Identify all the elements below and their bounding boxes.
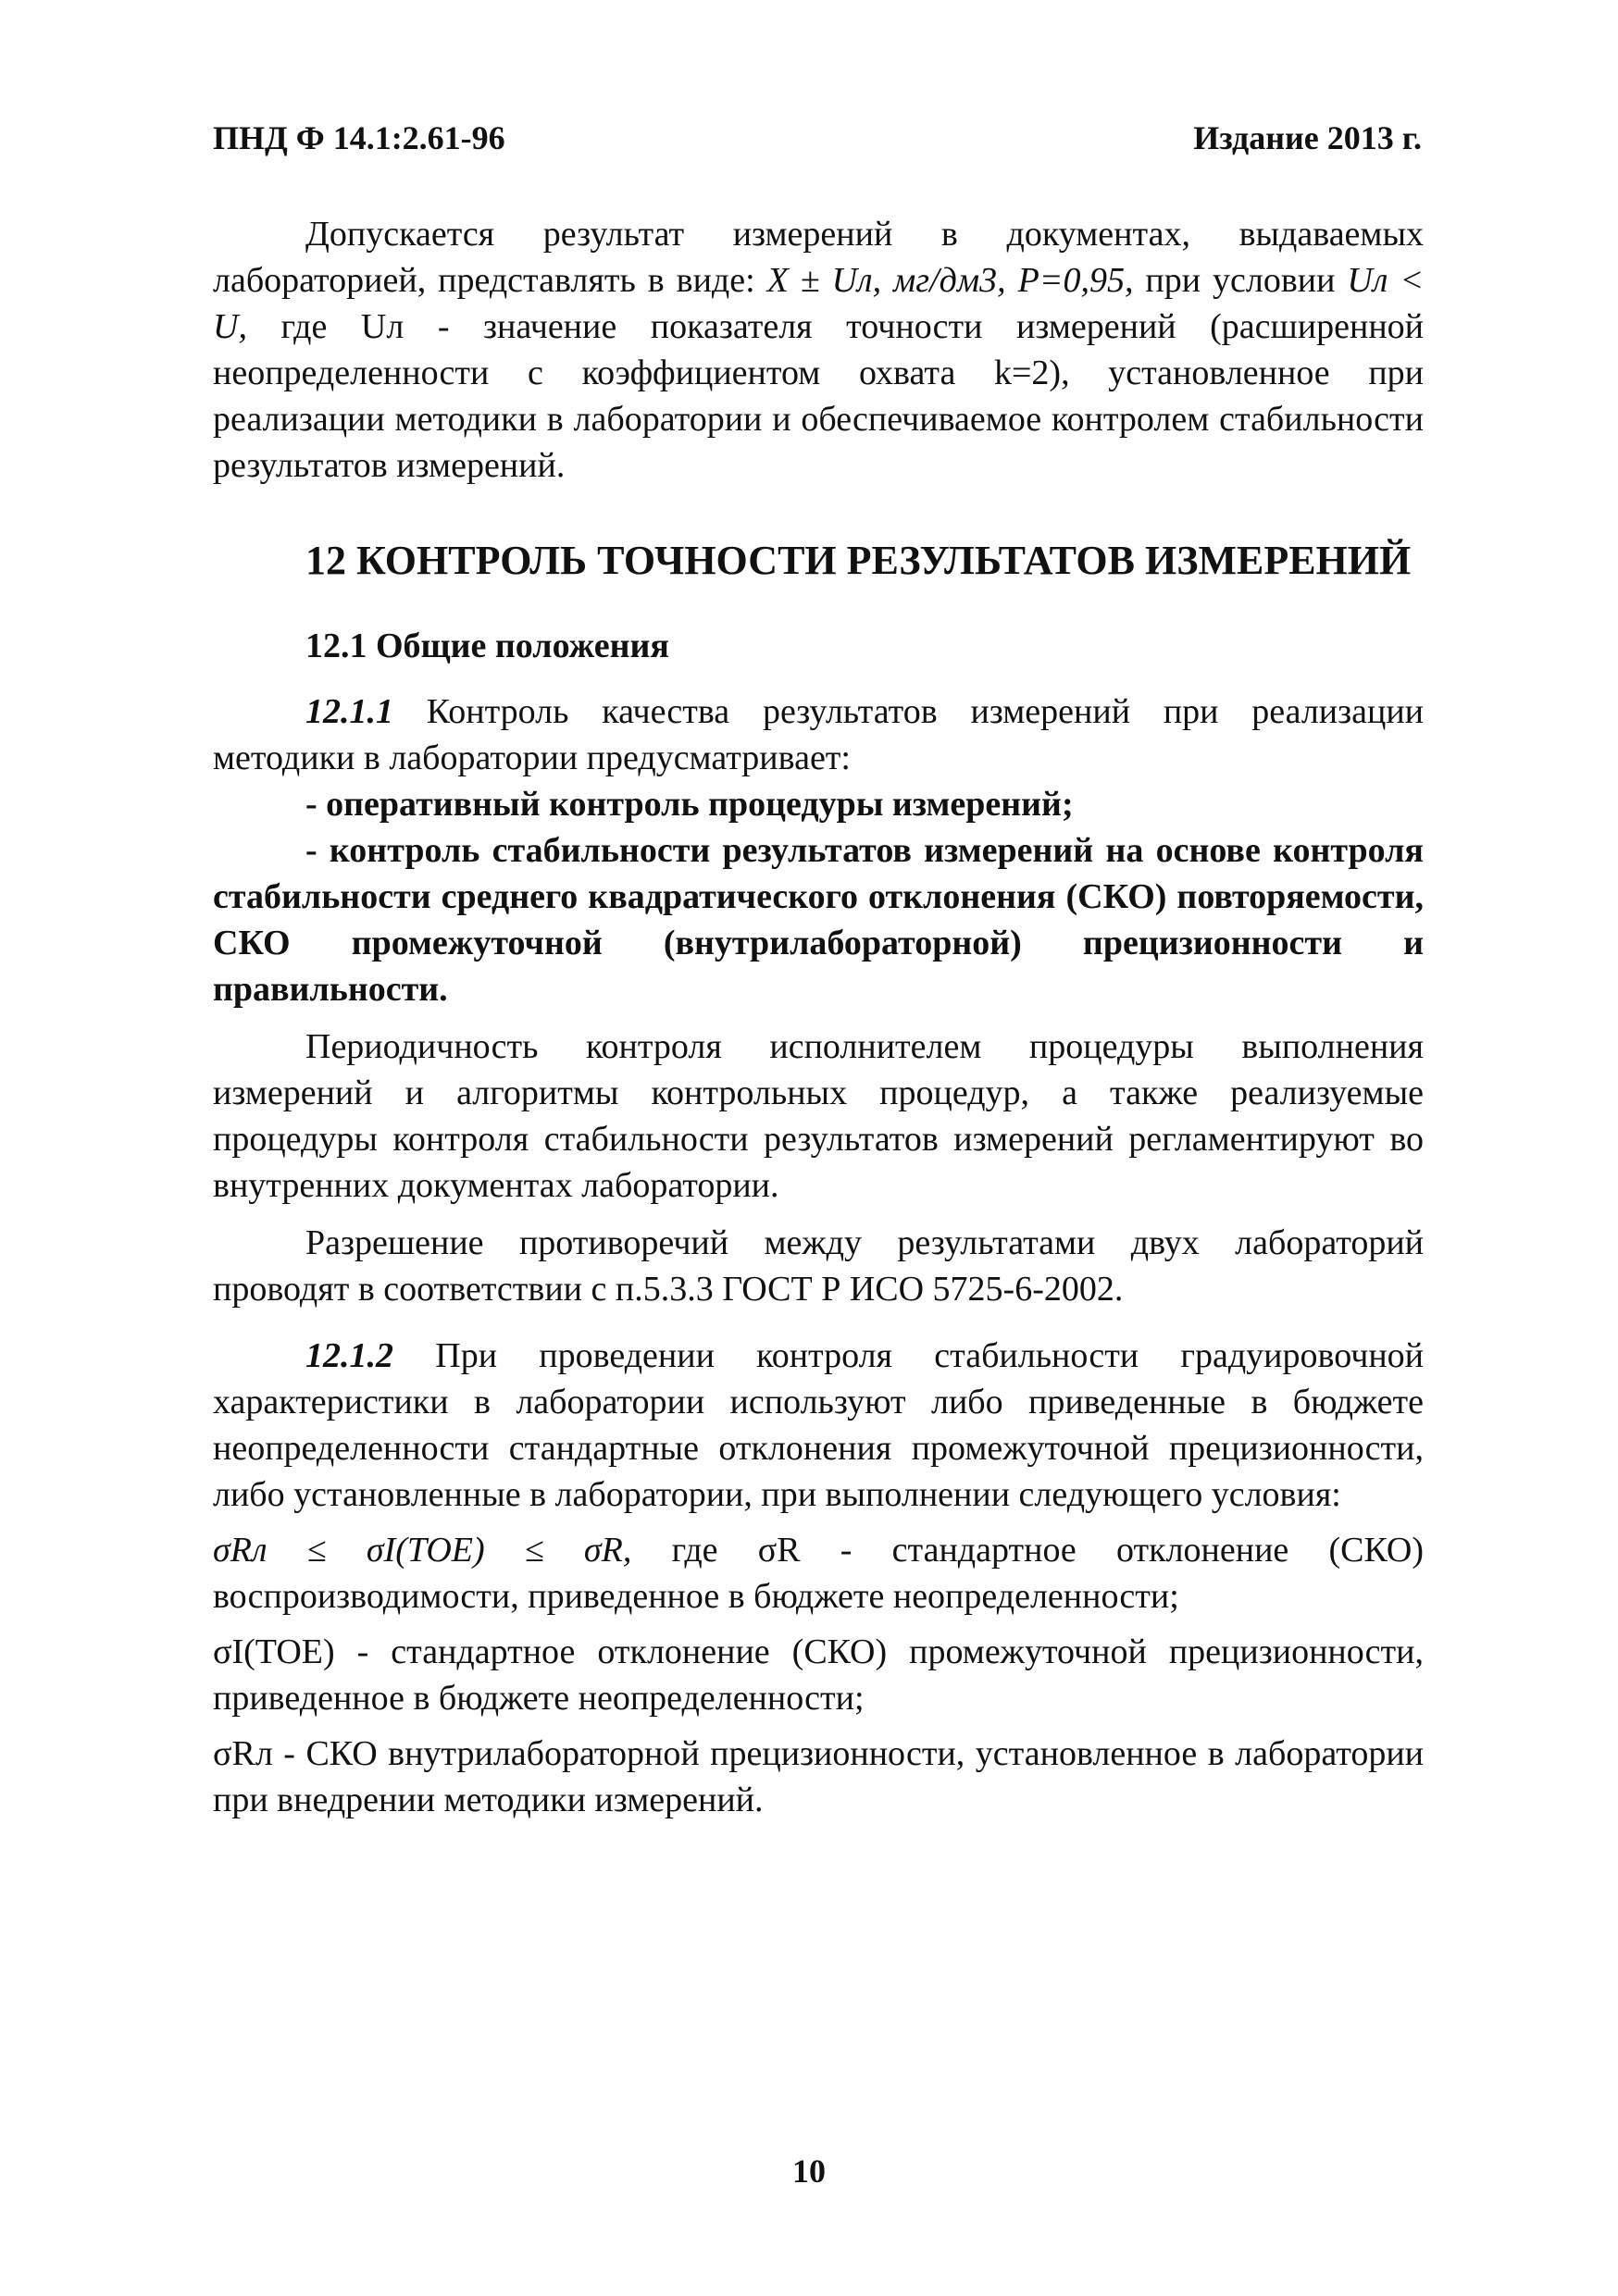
periodicity-paragraph: Периодичность контроля исполнителем процедуры выполнения измерений и алгоритмы контрольных процедур, а также реализуемые процедуры контроля стабильности результатов измерений регламентируют во внутренних документах лаборатории.	[213, 1027, 1424, 1205]
intro-text: Допускается результат измерений в документах, выдаваемых лабораторией, представлять в виде:	[213, 215, 1424, 300]
result-formula: X ± Uл, мг/дм3, P=0,95,	[766, 261, 1134, 300]
intro-tail: при условии	[1145, 261, 1336, 300]
resolution-paragraph: Разрешение противоречий между результатами двух лабораторий проводят в соответствии с п.5.3.3 ГОСТ Р ИСО 5725-6-2002.	[213, 1223, 1424, 1309]
list-item: - оперативный контроль процедуры измерений;	[305, 785, 1074, 824]
intro-paragraph	[213, 211, 1424, 489]
intro-rest: где Uл - значение показателя точности измерений (расширенной неопределенности с коэффициентом охвата k=2), установленное при реализации методики в лаборатории и обеспечиваемое контролем стабильности результатов измерений.	[213, 307, 1424, 485]
clause-number: 12.1.2	[305, 1336, 393, 1375]
definition-paragraph: σI(TOE) - стандартное отклонение (СКО) промежуточной прецизионности, приведенное в бюджете неопределенности;	[213, 1632, 1424, 1718]
paragraph-12-1-1	[213, 689, 1424, 781]
definition-paragraph: σRл - СКО внутрилабораторной прецизионности, установленное в лаборатории при внедрении методики измерений.	[213, 1734, 1424, 1819]
condition-formula: Uл < U,	[213, 261, 1425, 346]
clause-text: При проведении контроля стабильности градуировочной характеристики в лаборатории используют либо приведенные в бюджете неопределенности стандартные отклонения промежуточной прецизионности, либо установленные в лаборатории, при выполнении следующего условия:	[213, 1336, 1424, 1514]
subsection-title: 12.1 Общие положения	[305, 627, 669, 665]
section-12-1-body	[213, 689, 1424, 1823]
condition-formula: σRл ≤ σI(TOE) ≤ σR,	[213, 1531, 632, 1570]
edition-label: Издание 2013 г.	[1193, 119, 1422, 156]
list-item: - контроль стабильности результатов измерений на основе контроля стабильности среднего квадратического отклонения (СКО) повторяемости, СКО промежуточной (внутрилабораторной) прецизионности и правильности.	[213, 831, 1424, 1009]
condition-paragraph	[213, 1527, 1424, 1620]
clause-number: 12.1.1	[305, 692, 393, 731]
section-title: 12 КОНТРОЛЬ ТОЧНОСТИ РЕЗУЛЬТАТОВ ИЗМЕРЕНИЙ	[305, 538, 1412, 583]
condition-text: где σR - стандартное отклонение (СКО) воспроизводимости, приведенное в бюджете неопределенности;	[213, 1531, 1424, 1616]
clause-text: Контроль качества результатов измерений при реализации методики в лаборатории предусматривает:	[213, 692, 1425, 777]
page-number: 10	[792, 2153, 826, 2190]
paragraph-12-1-2	[213, 1333, 1424, 1518]
document-code: ПНД Ф 14.1:2.61-96	[213, 119, 505, 156]
